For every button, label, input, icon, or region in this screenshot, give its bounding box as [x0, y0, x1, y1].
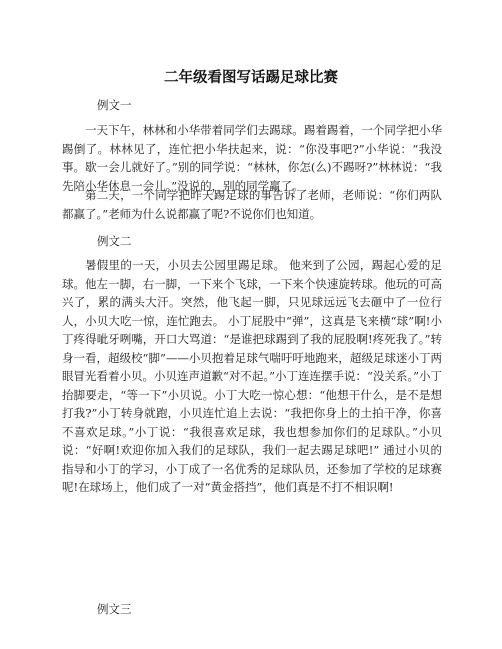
section-label-2: 例文二	[97, 234, 132, 248]
section-label-3: 例文三	[97, 602, 132, 616]
paragraph: 第二天，一个同学把昨天踢足球的事告诉了老师，老师说：“你们两队都赢了。”老师为什么说都赢了呢?不说你们也知道。	[62, 188, 442, 221]
section-label-1: 例文一	[97, 98, 132, 112]
paragraph: 一天下午，林林和小华带着同学们去踢球。踢着踢着，一个同学把小华踢倒了。林林见了，连忙把小华扶起来，说：“你没事吧?”小华说：“我没事。歇一会儿就好了。”别的同学说：“林林，你怎(么)不踢呀?”林林说：“我先陪小华休息一会儿。”没说的，别的同学赢了。	[62, 123, 442, 193]
document-title: 二年级看图写话踢足球比赛	[164, 70, 338, 86]
paragraph: 暑假里的一天，小贝去公园里踢足球。 他来到了公园，踢起心爱的足球。他左一脚，右一脚，一下来个飞球，一下来个快速旋转球。他玩的可高兴了，累的满头大汗。突然，他飞起一脚，只见球远远飞去砸中了一位行人，小贝大吃一惊，连忙跑去。 小丁屁股中“弹”，这真是飞来横“球”啊!小丁疼得呲牙咧嘴，开口大骂道：“是谁把球踢到了我的屁股啊!疼死我了。”转身一看，超级校“脚”——小贝抱着足球气喘吁吁地跑来，超级足球迷小丁两眼冒光看着小贝。小贝连声道歉“对不起。”小丁连连摆手说：“没关系。”小丁抬脚要走，“等一下”小贝说。小丁大吃一惊心想：“他想干什么，是不是想打我?”小丁转身就跑，小贝连忙追上去说：“我把你身上的土拍干净，你喜不喜欢足球。”小丁说：“我很喜欢足球，我也想参加你们的足球队。”小贝说：“好啊!欢迎你加入我们的足球队，我们一起去踢足球吧!” 通过小贝的指导和小丁的学习，小丁成了一名优秀的足球队员，还参加了学校的足球赛呢!在球场上，他们成了一对“黄金搭挡”，他们真是不打不相识啊!	[62, 258, 443, 494]
